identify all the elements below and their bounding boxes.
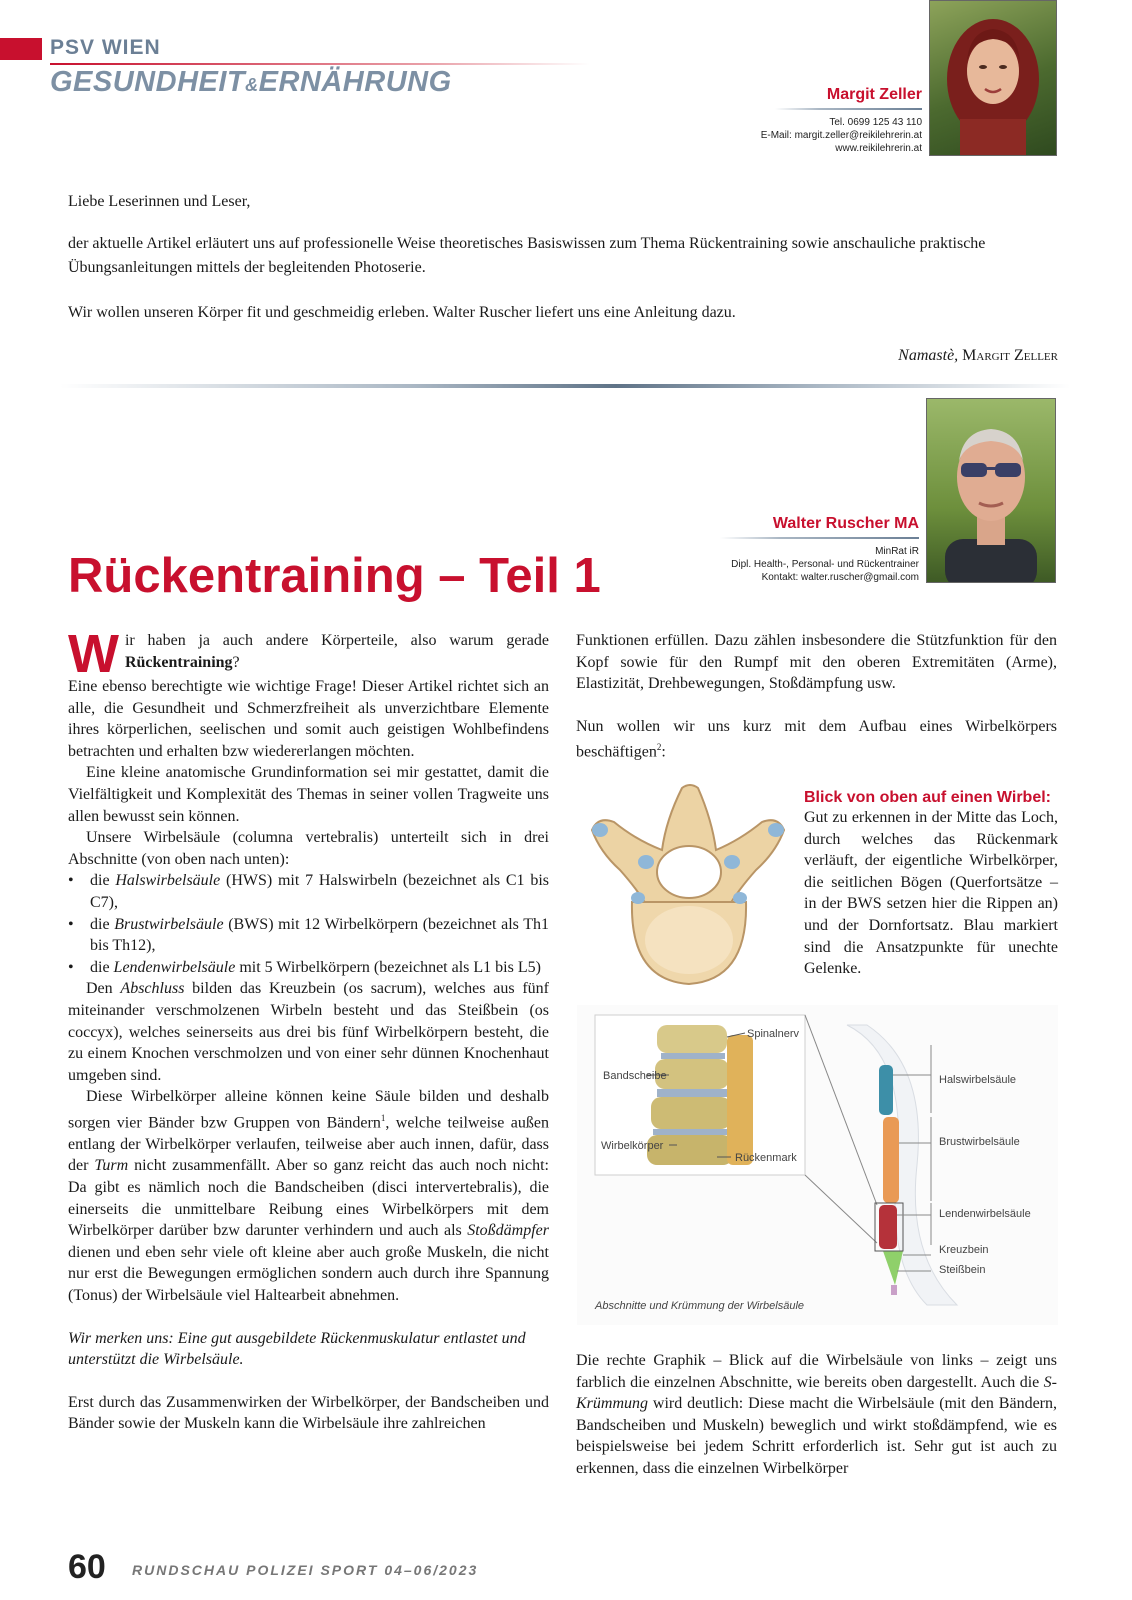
list-item-post: (HWS) mit 7 Halswirbeln (bezeichnet als C1 bis C7), — [90, 872, 550, 911]
spine-sections-list — [68, 870, 549, 978]
list-item-term: Halswirbelsäule — [115, 872, 221, 890]
label-hws: Halswirbelsäule — [939, 1074, 1017, 1086]
list-item-term: Brustwirbelsäule — [114, 915, 224, 933]
magazine-footer: RUNDSCHAU POLIZEI SPORT 04–06/2023 — [132, 1562, 479, 1578]
editor-web: www.reikilehrerin.at — [835, 143, 922, 154]
r3-a: Die rechte Graphik – Blick auf die Wirbelsäule von links – zeigt uns farblich die einzelnen Abschnitte, wie bereits oben dargestellt. Auch die — [576, 1352, 1057, 1391]
list-item-pre: die — [90, 915, 115, 933]
spine-figure-caption: Abschnitte und Krümmung der Wirbelsäule — [595, 1300, 805, 1312]
p5-d: dienen und eben sehr viele oft kleine aber auch große Muskeln, die nicht nur erst die Bewegungen ermöglichen sondern auch durch ihre Spannung (Tonus) der Wirbelsäule viel Haltearbeit abnehmen. — [68, 1243, 549, 1304]
p4-term: Abschluss — [120, 980, 185, 998]
right-column-bottom — [576, 1350, 1057, 1480]
lead-paragraph — [68, 624, 549, 684]
category-amp: & — [245, 75, 259, 95]
r2-a: Nun wollen wir uns kurz mit dem Aufbau eines Wirbelkörpers beschäftigen — [576, 717, 1057, 761]
article-title: Rückentraining – Teil 1 — [68, 549, 601, 603]
category-part2: ERNÄHRUNG — [258, 66, 452, 98]
label-kreuzbein: Kreuzbein — [939, 1244, 989, 1256]
author-portrait — [926, 398, 1056, 583]
intro-paragraph-2: Wir wollen unseren Körper fit und geschmeidig erleben. Walter Ruscher liefert uns eine Anleitung dazu. — [68, 304, 736, 321]
r3-term: S-Krümmung — [576, 1373, 1057, 1413]
label-spinalnerv: Spinalnerv — [747, 1028, 799, 1040]
list-item — [68, 914, 549, 957]
paragraph-4 — [68, 978, 549, 1086]
p4-pre: Den — [86, 980, 121, 998]
label-rueckenmark: Rückenmark — [735, 1152, 797, 1164]
paragraph-5 — [68, 1086, 549, 1306]
r3-b: wird deutlich: Diese macht die Wirbelsäule (mit den Bändern, Bandscheiben und Muskeln) beweglich und wirkt stoßdämpfend, wie es beispielsweise bei jedem Schritt erforderlich ist. Sehr gut ist auch zu erkennen, dass die einzelnen Wirbelkörper — [576, 1395, 1057, 1477]
spine-figure — [577, 1005, 1058, 1325]
list-item-post: mit 5 Wirbelkörpern (bezeichnet als L1 bis L5) — [235, 958, 541, 976]
p5-a: Diese Wirbelkörper alleine können keine Säule bilden und deshalb sorgen vier Bänder bzw Gruppen von Bändern — [68, 1088, 549, 1132]
paragraph-r3 — [576, 1350, 1057, 1480]
list-item — [68, 870, 549, 913]
vertebra-caption-title: Blick von oben auf einen Wirbel: — [804, 789, 1051, 806]
list-item — [68, 957, 549, 979]
header-red-bar — [0, 38, 42, 60]
author-contact: Kontakt: walter.ruscher@gmail.com — [761, 572, 919, 583]
author-details — [659, 545, 919, 584]
label-steissbein: Steißbein — [939, 1264, 986, 1276]
footnote-ref-1: 1 — [380, 1112, 386, 1123]
category-title — [50, 66, 452, 99]
label-bandscheibe: Bandscheibe — [603, 1070, 667, 1082]
page-number: 60 — [68, 1548, 106, 1586]
paragraph-3: Unsere Wirbelsäule (columna vertebralis) unterteilt sich in drei Abschnitte (von oben nach unten): — [68, 829, 549, 868]
intro-block — [68, 190, 1058, 368]
left-column — [68, 624, 550, 1435]
category-part1: GESUNDHEIT — [50, 66, 246, 98]
p5-b: , welche teilweise außen entlang der Wirbelkörper verlaufen, teilweise aber auch innen, dafür, dass der — [68, 1114, 549, 1175]
signature-name: Margit Zeller — [962, 347, 1058, 364]
list-item-pre: die — [90, 958, 114, 976]
right-column-top — [576, 630, 1057, 763]
header-rule — [50, 63, 590, 65]
vertebra-caption — [804, 789, 1058, 980]
author-title: MinRat iR — [875, 546, 919, 557]
p5-c: nicht zusammenfällt. Aber so ganz reicht das auch noch nicht: Da gibt es nämlich noch die Bandscheiben (disci intervertebralis), die einerseits die unmittelbare Reibung eines Wirbelkörpers mit dem Wirbelkörper darüber bzw darunter verhindern und auch als — [68, 1157, 549, 1240]
spine-illustration — [577, 1005, 1058, 1325]
list-item-pre: die — [90, 872, 116, 890]
author-rule — [720, 537, 919, 539]
section-label: PSV WIEN — [50, 36, 161, 59]
intro-paragraph-1: der aktuelle Artikel erläutert uns auf professionelle Weise theoretisches Basiswissen zum Thema Rückentraining sowie anschauliche praktische Übungsanleitungen mittels der begleitenden Photoserie. — [68, 235, 986, 276]
p5-term: Turm — [94, 1157, 129, 1175]
editor-name: Margit Zeller — [826, 86, 922, 103]
label-lws: Lendenwirbelsäule — [939, 1208, 1031, 1220]
paragraph-r2 — [576, 716, 1057, 764]
label-wirbelkoerper: Wirbelkörper — [601, 1140, 664, 1152]
p5-term2: Stoßdämpfer — [467, 1222, 549, 1240]
editor-email: E-Mail: margit.zeller@reikilehrerin.at — [760, 130, 922, 141]
vertebra-figure — [580, 780, 795, 990]
signature-greeting: Namastè, — [898, 347, 959, 364]
lead-end: ? — [232, 653, 240, 671]
editor-portrait — [929, 0, 1057, 156]
intro-signature — [68, 344, 1058, 368]
p4-post: bilden das Kreuzbein (os sacrum), welches aus fünf miteinander verschmolzenen Wirbeln besteht und das Steißbein (os coccyx), welches seinerseits aus drei bis fünf Wirbelkörpern besteht, die zu einem Knochen verschmolzen und von einer sehr dünnen Knochenhaut umgeben sind. — [68, 980, 550, 1084]
paragraph-2: Eine kleine anatomische Grundinformation sei mir gestattet, damit die Vielfältigkeit und Komplexität des Themas in seiner vollen Tragweite uns allen bewusst sein können. — [68, 764, 549, 825]
editor-rule — [775, 108, 922, 110]
dropcap: W — [68, 624, 119, 684]
editor-contact — [702, 116, 922, 155]
intro-salutation: Liebe Leserinnen und Leser, — [68, 193, 251, 210]
takeaway-note — [68, 1328, 549, 1371]
vertebra-caption-text: Gut zu erkennen in der Mitte das Loch, durch welches das Rückenmark verläuft, der eigentliche Wirbelkörper, die seitlichen Bögen (Querfortsätze – in der BWS setzen hier die Rippen an) und der Dornfortsatz. Blau markiert sind die Ansatzpunkte für unechte Gelenke. — [804, 809, 1058, 978]
author-portrait-drawing — [927, 399, 1055, 582]
section-divider — [60, 384, 1070, 388]
editor-phone: Tel. 0699 125 43 110 — [829, 117, 922, 128]
label-bws: Brustwirbelsäule — [939, 1136, 1020, 1148]
editor-portrait-drawing — [930, 1, 1056, 155]
list-item-term: Lendenwirbelsäule — [113, 958, 236, 976]
lead-bold: Rückentraining — [124, 653, 233, 671]
r2-b: : — [661, 743, 666, 761]
list-item-post: (BWS) mit 12 Wirbelkörpern (bezeichnet als Th1 bis Th12), — [90, 915, 549, 955]
footnote-ref-2: 2 — [656, 742, 662, 753]
paragraph-1: Eine ebenso berechtigte wie wichtige Frage! Dieser Artikel richtet sich an alle, die Gesundheit und Schmerzfreiheit als unverzichtbare Elemente ihres körperlichen, seelischen und somit auch geistigen Wohlbefindens betrachten und erhalten bzw wiedererlangen möchten. — [68, 678, 549, 760]
takeaway-note-text: Wir merken uns: Eine gut ausgebildete Rückenmuskulatur entlastet und unterstützt die Wirbelsäule. — [68, 1329, 526, 1369]
vertebra-illustration — [580, 780, 795, 990]
paragraph-6: Erst durch das Zusammenwirken der Wirbelkörper, der Bandscheiben und Bänder sowie der Muskeln kann die Wirbelsäule ihre zahlreichen — [68, 1393, 549, 1433]
author-qualification: Dipl. Health-, Personal- und Rückentrainer — [731, 559, 919, 570]
paragraph-r1: Funktionen erfüllen. Dazu zählen insbesondere die Stützfunktion für den Kopf sowie für den Rumpf mit den oberen Extremitäten (Arme), Elastizität, Drehbewegungen, Stoßdämpfung usw. — [576, 632, 1057, 693]
lead-text: ir haben ja auch andere Körperteile, also warum gerade — [124, 632, 549, 649]
author-name: Walter Ruscher MA — [772, 515, 919, 532]
